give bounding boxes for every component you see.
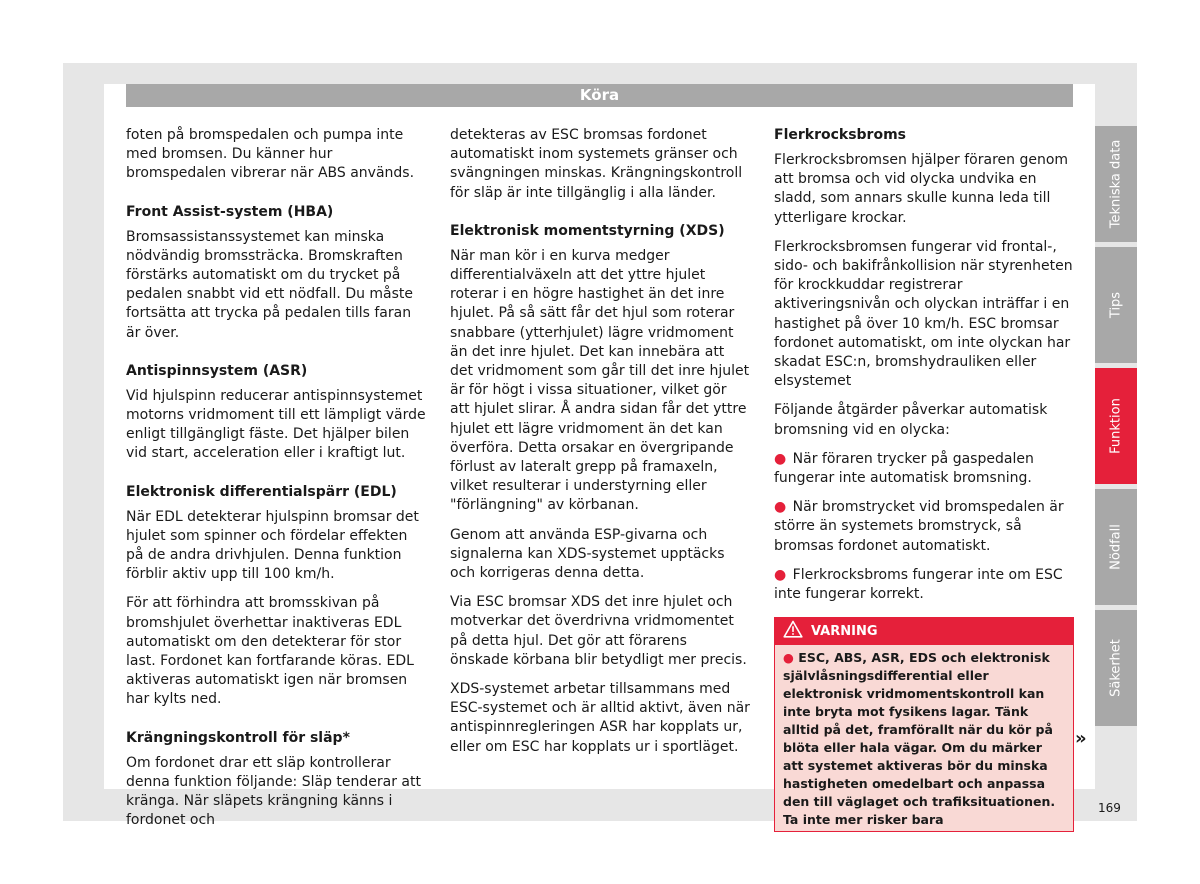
tab-funktion[interactable]: Funktion — [1095, 368, 1137, 484]
paragraph-hba: Bromsassistanssystemet kan minska nödvändig bromssträcka. Bromskraften förstärks automatiskt om du trycket på pedalen snabbt vid ett nödfall. Du måste fortsätta att trycka på pedalen tills faran är över. — [126, 228, 414, 341]
column1-intro: foten på bromspedalen och pumpa inte med bromsen. Du känner hur bromspedalen vibrerar när ABS används. — [126, 127, 415, 182]
column2-intro: detekteras av ESC bromsas fordonet automatiskt inom systemets gränser och svängningen minskas. Krängningskontroll för släp är inte tillgänglig i alla länder. — [450, 127, 743, 201]
column-3 — [774, 126, 1074, 832]
paragraph-multicollision-1: Flerkrocksbromsen hjälper föraren genom att bromsa och vid olycka undvika en sladd, som annars skulle kunna leda till ytterligare krockar. — [774, 152, 1069, 226]
heading-hba: Front Assist-system (HBA) — [126, 203, 334, 220]
bullet-icon: ● — [774, 566, 787, 583]
heading-multicollision: Flerkrocksbroms — [774, 127, 907, 143]
paragraph-edl-2: För att förhindra att bromsskivan på bromshjulet överhettar inaktiveras EDL automatiskt om den detekterar för stor last. Fordonet kan fortfarande köras. EDL aktiveras automatiskt igen när bromsen har kylts ned. — [126, 595, 414, 708]
list-item: ● När föraren trycker på gaspedalen fungerar inte automatisk bromsning. — [774, 450, 1034, 487]
warning-box — [774, 617, 1074, 832]
heading-xds: Elektronisk momentstyrning (XDS) — [450, 222, 725, 239]
column-1 — [126, 126, 426, 830]
paragraph-edl-1: När EDL detekterar hjulspinn bromsar det hjulet som spinner och fördelar effekten på de andra drivhjulen. Denna funktion förblir aktiv upp till 100 km/h. — [126, 508, 419, 583]
bullet-icon: ● — [774, 450, 787, 467]
paragraph-multicollision-3: Följande åtgärder påverkar automatisk bromsning vid en olycka: — [774, 402, 1048, 438]
paragraph-asr: Vid hjulspinn reducerar antispinnsystemet motorns vridmoment till ett lämpligt värde enligt tillgängligt fäste. Det hjälper bilen vid start, acceleration eller i kraftigt lut. — [126, 387, 426, 462]
heading-edl: Elektronisk differentialspärr (EDL) — [126, 483, 397, 500]
tab-tips[interactable]: Tips — [1095, 247, 1137, 363]
tab-sakerhet[interactable]: Säkerhet — [1095, 610, 1137, 726]
bullet-icon: ● — [783, 650, 794, 666]
tab-nodfall[interactable]: Nödfall — [1095, 489, 1137, 605]
paragraph-xds-1: När man kör i en kurva medger differentialväxeln att det yttre hjulet roterar i en högre hastighet än det inre hjulet. På så sätt får det hjul som roterar snabbare (ytterhjulet) lägre vridmoment än det inre hjulet. Det kan innebära att det vridmoment som går till det inre hjulet är för högt i vissa situationer, vilket gör att hjulet slirar. Å andra sidan får det yttre hjulet ett lägre vridmoment än det kan överföra. Detta orsakar en övergripande förlust av lateralt grepp på framaxeln, vilket resulterar i understyrning eller "förlängning" av körbanan. — [450, 247, 750, 514]
paragraph-xds-2: Genom att använda ESP-givarna och signalerna kan XDS-systemet upptäcks och korrigeras denna detta. — [450, 526, 725, 582]
section-header: Köra — [126, 84, 1073, 107]
warning-body — [775, 645, 1073, 831]
warning-text: ESC, ABS, ASR, EDS och elektronisk självlåsningsdifferential eller elektronisk vridmomentskontroll kan inte bryta mot fysikens lagar. Tänk alltid på det, framförallt när du kör på blöta eller hala vägar. Om du märker att systemet aktiveras bör du minska hastigheten omedelbart och anpassa den till väglaget och trafiksituationen. Ta inte mer risker bara — [783, 650, 1056, 828]
warning-title: VARNING — [811, 624, 878, 640]
heading-trailer: Krängningskontroll för släp* — [126, 729, 350, 746]
continue-arrow-icon: » — [1075, 728, 1087, 749]
page-number: 169 — [1098, 801, 1121, 815]
bullet-icon: ● — [774, 499, 787, 516]
paragraph-trailer: Om fordonet drar ett släp kontrollerar denna funktion följande: Släp tenderar att kränga. När släpets krängning känns i fordonet och — [126, 754, 421, 829]
list-item: ● När bromstrycket vid bromspedalen är större än systemets bromstryck, så bromsas fordonet automatiskt. — [774, 499, 1064, 554]
warning-triangle-icon — [783, 620, 803, 638]
paragraph-xds-4: XDS-systemet arbetar tillsammans med ESC-systemet och är alltid aktivt, även när antispinnregleringen ASR har kopplats ur, eller om ESC har kopplats ur i sportläget. — [450, 681, 750, 755]
tab-tekniska-data[interactable]: Tekniska data — [1095, 126, 1137, 242]
warning-header — [775, 618, 1073, 645]
column-2 — [450, 126, 750, 757]
paragraph-multicollision-2: Flerkrocksbromsen fungerar vid frontal-, sido- och bakifrånkollision när styrenheten för krockkuddar registrerar aktiveringsnivån och olyckan inträffar i en hastighet på över 10 km/h. ESC bromsar fordonet automatiskt, om inte olyckan har skadat ESC:n, bromshydrauliken eller elsystemet — [774, 238, 1073, 390]
paragraph-xds-3: Via ESC bromsar XDS det inre hjulet och motverkar det överdrivna vridmomentet på detta hjul. Det gör att förarens önskade körbana blir betydligt mer precis. — [450, 594, 747, 668]
heading-asr: Antispinnsystem (ASR) — [126, 362, 308, 379]
list-item: ● Flerkrocksbroms fungerar inte om ESC inte fungerar korrekt. — [774, 566, 1063, 603]
